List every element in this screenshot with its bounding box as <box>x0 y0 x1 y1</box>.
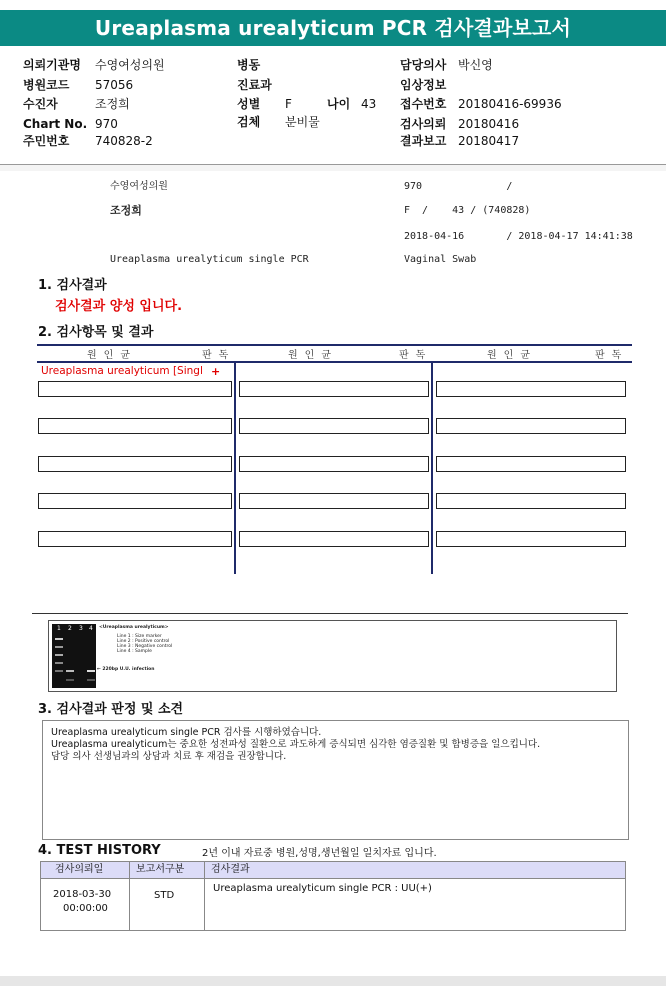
gel-legend-4: Line 4 : Sample <box>117 649 152 654</box>
sex-value: F <box>285 97 292 111</box>
gel-legend-1: Line 1 : Size marker <box>117 634 162 639</box>
info-hospital: 수영여성의원 <box>110 181 168 192</box>
dept-field <box>237 77 285 93</box>
gel-lane-3: 3 <box>79 625 83 632</box>
result-cell <box>239 493 429 509</box>
history-row-type: STD <box>154 890 175 901</box>
result-summary: 검사결과 양성 입니다. <box>55 299 183 314</box>
doctor-label: 담당의사 <box>400 58 447 72</box>
history-row-time: 00:00:00 <box>63 903 108 914</box>
request-value: 20180416 <box>458 117 520 131</box>
gel-lane-4: 4 <box>89 625 93 632</box>
header-shadow <box>0 165 666 171</box>
ward-label: 병동 <box>237 58 261 72</box>
table-col-divider-2 <box>431 361 433 574</box>
gel-electrophoresis-image <box>52 624 96 688</box>
table-header-row <box>37 346 632 360</box>
sex-field <box>237 96 292 112</box>
result-cell <box>239 418 429 434</box>
history-col-date: 검사의뢰일 <box>55 864 104 875</box>
code-value: 57056 <box>95 78 134 92</box>
ward-field <box>237 57 285 73</box>
report-field <box>400 133 519 149</box>
specimen-field <box>237 114 320 130</box>
result-cell <box>239 456 429 472</box>
age-value: 43 <box>361 97 377 111</box>
report-label: 결과보고 <box>400 134 447 148</box>
gel-band <box>66 679 74 681</box>
result-cell <box>38 493 232 509</box>
result-cell <box>436 381 626 397</box>
table-header-border <box>37 361 632 363</box>
hospital-field <box>23 57 165 73</box>
history-note: 2년 이내 자료중 병원,성명,생년월일 일치자료 입니다. <box>202 848 437 859</box>
receipt-field <box>400 96 562 112</box>
result-cell <box>239 381 429 397</box>
col-organism-3: 원인균 <box>487 350 537 361</box>
info-test: Ureaplasma urealyticum single PCR <box>110 254 309 265</box>
result-cell <box>239 531 429 547</box>
gel-lane-2: 2 <box>68 625 72 632</box>
result-cell <box>436 493 626 509</box>
gel-arrow-label: ← 220bp U.U. infection <box>97 667 155 672</box>
opinion-line: Ureaplasma urealyticum single PCR 검사를 시행하였습니다. <box>51 727 322 738</box>
section1-title: 1. 검사결과 <box>38 278 107 293</box>
col-judgement-2: 판독 <box>399 350 433 361</box>
doctor-value: 박신영 <box>458 58 493 72</box>
result-cell <box>38 456 232 472</box>
gel-lane-1: 1 <box>57 625 61 632</box>
result-cell <box>436 418 626 434</box>
result-organism: Ureaplasma urealyticum [Singl <box>41 365 203 377</box>
opinion-line: 담당 의사 선생님과의 상담과 치료 후 재검을 권장합니다. <box>51 751 287 762</box>
report-title: Ureaplasma urealyticum PCR 검사결과보고서 <box>0 10 666 46</box>
page-bottom-band <box>0 976 666 986</box>
clinical-label: 임상정보 <box>400 78 447 92</box>
patient-label: 수진자 <box>23 97 58 111</box>
age-label: 나이 <box>327 97 351 111</box>
specimen-label: 검체 <box>237 115 261 129</box>
gel-title: <Ureaplasma urealyticum> <box>99 625 169 630</box>
table-col-divider-1 <box>234 361 236 574</box>
request-field <box>400 116 519 132</box>
col-judgement-1: 판독 <box>202 350 236 361</box>
chart-field <box>23 116 118 132</box>
col-organism-2: 원인균 <box>288 350 338 361</box>
gel-band <box>87 670 95 672</box>
section2-title: 2. 검사항목 및 결과 <box>38 325 154 340</box>
info-patient: 조정희 <box>110 204 142 217</box>
id-label: 주민번호 <box>23 134 70 148</box>
specimen-value: 분비물 <box>285 115 320 129</box>
gel-band <box>55 670 63 672</box>
gel-band <box>55 662 63 664</box>
opinion-box <box>42 720 629 840</box>
doctor-field <box>400 57 493 73</box>
history-col-divider <box>204 862 205 930</box>
info-chart: 970 / <box>404 181 513 192</box>
gel-legend-2: Line 2 : Positive control <box>117 639 170 644</box>
clinical-field <box>400 77 458 93</box>
hospital-label: 의뢰기관명 <box>23 58 81 72</box>
result-cell <box>38 531 232 547</box>
id-value: 740828-2 <box>95 134 153 148</box>
hospital-value: 수영여성의원 <box>95 58 165 72</box>
info-specimen: Vaginal Swab <box>404 254 477 265</box>
result-cell <box>436 531 626 547</box>
gel-band <box>55 638 63 640</box>
age-field <box>327 96 376 112</box>
patient-value: 조정희 <box>95 97 130 111</box>
receipt-label: 접수번호 <box>400 97 447 111</box>
code-label: 병원코드 <box>23 78 70 92</box>
chart-label: Chart No. <box>23 117 88 131</box>
history-row-result: Ureaplasma urealyticum single PCR : UU(+) <box>213 883 432 894</box>
info-sex-age: F / 43 / (740828) <box>404 205 531 216</box>
section-divider <box>32 613 628 614</box>
receipt-value: 20180416-69936 <box>458 97 562 111</box>
gel-legend-3: Line 3 : Negative control <box>117 644 173 649</box>
col-judgement-3: 판독 <box>595 350 629 361</box>
sex-label: 성별 <box>237 97 261 111</box>
id-field <box>23 133 153 149</box>
dept-label: 진료과 <box>237 78 272 92</box>
result-cell <box>38 418 232 434</box>
gel-image-panel <box>48 620 617 692</box>
gel-band <box>66 670 74 672</box>
history-row-date: 2018-03-30 <box>53 889 112 900</box>
history-table <box>40 861 626 931</box>
gel-band <box>87 679 95 681</box>
section4-title: 4. TEST HISTORY <box>38 843 161 858</box>
info-dates: 2018-04-16 / 2018-04-17 14:41:38 <box>404 231 633 242</box>
history-col-type: 보고서구분 <box>136 864 185 875</box>
gel-band <box>55 654 63 656</box>
code-field <box>23 77 133 93</box>
col-organism-1: 원인균 <box>87 350 137 361</box>
result-cell <box>436 456 626 472</box>
gel-band <box>55 646 63 648</box>
request-label: 검사의뢰 <box>400 117 447 131</box>
history-col-divider <box>129 862 130 930</box>
section3-title: 3. 검사결과 판정 및 소견 <box>38 702 184 717</box>
opinion-line: Ureaplasma urealyticum는 중요한 성전파성 질환으로 과도하게 증식되면 심각한 염증질환 및 합병증을 일으킵니다. <box>51 739 541 750</box>
result-cell <box>38 381 232 397</box>
report-value: 20180417 <box>458 134 520 148</box>
chart-value: 970 <box>95 117 118 131</box>
result-judgement: + <box>211 365 221 378</box>
history-col-result: 검사결과 <box>211 864 250 875</box>
patient-field <box>23 96 130 112</box>
